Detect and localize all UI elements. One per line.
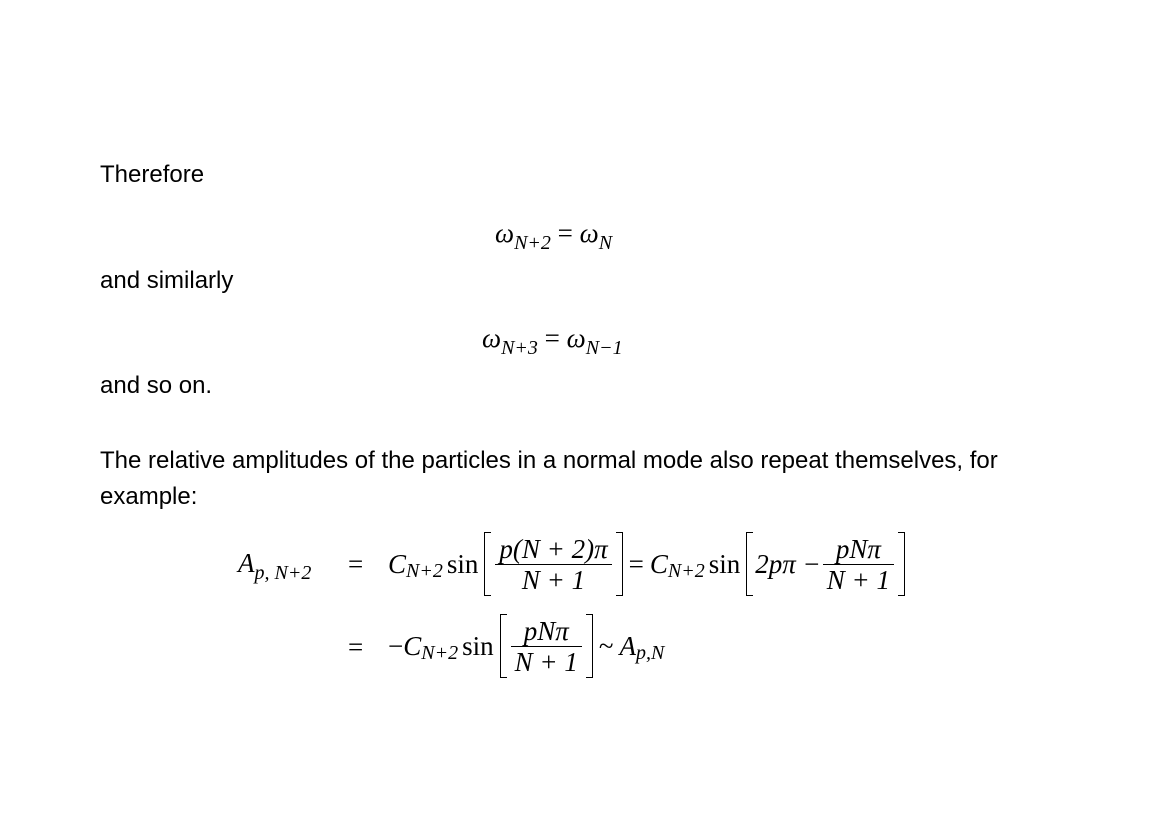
fraction-denominator: N + 1 [826, 564, 890, 595]
equation-amplitude-lhs [238, 548, 312, 584]
left-bracket [500, 614, 507, 678]
equals-sign: = [544, 323, 560, 353]
right-bracket [616, 532, 623, 596]
similar-sign: ~ [598, 630, 614, 661]
subscript: N−1 [585, 337, 623, 359]
sine-function: sin [708, 548, 741, 579]
amplitude-symbol: A [619, 630, 636, 661]
omega-symbol: ω [566, 323, 586, 353]
equals-sign: = [348, 549, 364, 579]
negative-sign: − [388, 630, 404, 661]
paragraph-relative-amplitudes-line2: example: [100, 483, 198, 510]
fraction-denominator: N + 1 [521, 564, 586, 595]
subscript: N+2 [421, 641, 459, 664]
fraction [823, 534, 894, 595]
omega-symbol: ω [482, 323, 502, 353]
fraction-denominator: N + 1 [514, 646, 578, 677]
paragraph-relative-amplitudes-line1: The relative amplitudes of the particles in a normal mode also repeat themselves, for [100, 447, 998, 474]
equals-sign: = [628, 548, 644, 579]
sine-function: sin [462, 630, 494, 661]
fraction-numerator: pNπ [523, 615, 569, 646]
fraction-numerator: pNπ [835, 533, 881, 564]
paragraph-and-similarly: and similarly [100, 267, 234, 294]
equation-amplitude-rhs [388, 532, 905, 596]
term: 2pπ − [755, 548, 821, 579]
left-bracket [746, 532, 753, 596]
equals-sign: = [348, 632, 364, 662]
omega-symbol: ω [579, 218, 599, 248]
paragraph-and-so-on: and so on. [100, 372, 213, 399]
coefficient-symbol: C [388, 548, 407, 579]
equation-omega-n-plus-3 [482, 323, 623, 359]
right-bracket [586, 614, 593, 678]
coefficient-symbol: C [403, 630, 422, 661]
coefficient-symbol: C [649, 548, 668, 579]
subscript: p,N [635, 641, 665, 664]
fraction-numerator: p(N + 2)π [499, 533, 608, 564]
equation-amplitude-continued [388, 614, 664, 678]
subscript: N+3 [501, 337, 538, 359]
equals-sign: = [557, 218, 573, 248]
subscript: N [598, 232, 613, 254]
subscript: N+2 [667, 559, 705, 582]
subscript: N+2 [406, 559, 443, 582]
equation-omega-n-plus-2 [495, 218, 613, 254]
subscript: p, N+2 [254, 562, 312, 584]
omega-symbol: ω [495, 218, 515, 248]
amplitude-symbol: A [238, 548, 255, 578]
subscript: N+2 [514, 232, 551, 254]
left-bracket [484, 532, 491, 596]
fraction [511, 616, 582, 677]
right-bracket [898, 532, 905, 596]
sine-function: sin [446, 548, 479, 579]
paragraph-therefore: Therefore [100, 161, 205, 188]
fraction [495, 534, 611, 595]
